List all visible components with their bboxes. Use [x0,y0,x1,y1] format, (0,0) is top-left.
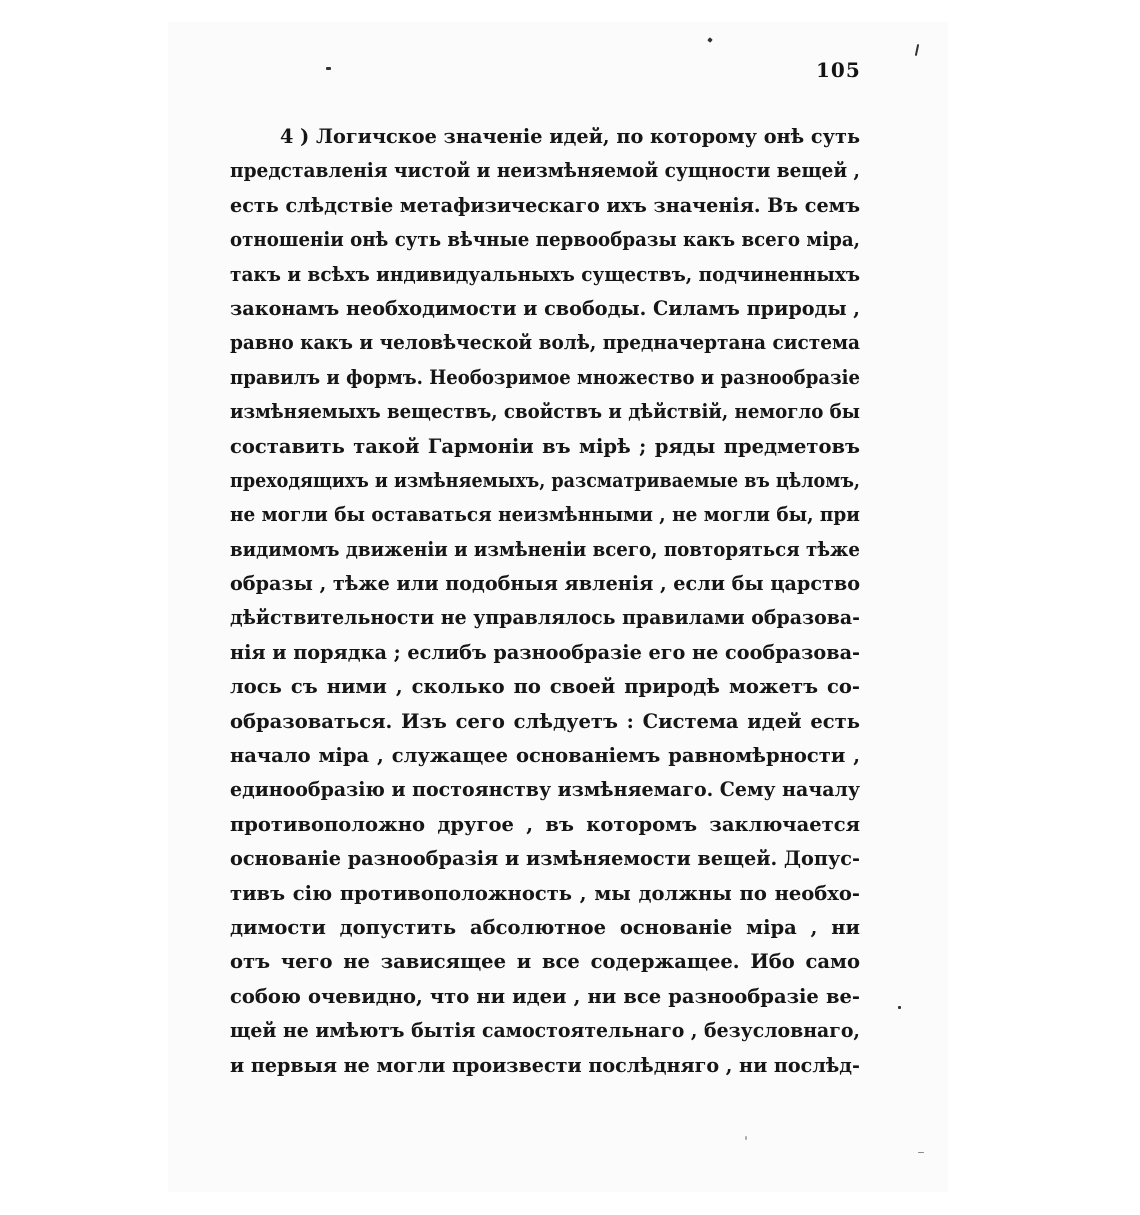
text-line: есть слѣдствіе метафизическаго ихъ значенія. Въ семъ [230,193,861,217]
ink-speck [898,1006,901,1009]
text-line: начало міра , служащее основаніемъ равномѣрности , [230,744,860,768]
text-line: тивъ сію противоположность , мы должны по необхо- [230,881,860,905]
text-line: собою очевидно, что ни идеи , ни все разнообразіе ве- [230,984,860,1008]
text-line: и первыя не могли произвести послѣдняго , ни послѣд- [230,1053,860,1077]
text-line: преходящихъ и измѣняемыхъ, разсматриваемые въ цѣломъ, [230,468,860,492]
text-line: законамъ необходимости и свободы. Силамъ природы , [230,296,860,320]
text-line: димости допустить абсолютное основаніе міра , ни [230,915,860,939]
text-line: противоположно другое , въ которомъ заключается [230,812,860,836]
text-line: отъ чего не зависящее и все содержащее. Ибо само [230,950,860,974]
text-line: дѣйствительности не управлялось правилами образова- [230,606,861,630]
text-line: отношеніи онѣ суть вѣчные первообразы какъ всего міра, [230,228,860,252]
ink-speck [326,67,331,70]
text-line: такъ и всѣхъ индивидуальныхъ существъ, подчиненныхъ [230,262,861,286]
text-line: измѣняемыхъ веществъ, свойствъ и дѣйствій, немогло бы [230,400,861,424]
page-number: 105 [816,58,861,82]
ink-speck [745,1136,747,1140]
text-line: представленія чистой и неизмѣняемой сущности вещей , [230,159,860,183]
text-line: основаніе разнообразія и измѣняемости вещей. Допус- [230,847,861,871]
text-line: образоваться. Изъ сего слѣдуетъ : Система идей есть [230,709,860,733]
text-line: единообразію и постоянству измѣняемаго. Сему началу [230,778,861,802]
text-line: нія и порядка ; еслибъ разнообразіе его не сообразова- [230,640,861,664]
text-line: составить такой Гармоніи въ мірѣ ; ряды предметовъ [230,434,860,458]
text-line: равно какъ и человѣческой волѣ, предначертана система [230,331,861,355]
ink-speck [918,1152,924,1153]
text-line: видимомъ движеніи и измѣненіи всего, повторяться тѣже [230,537,861,561]
text-line: образы , тѣже или подобныя явленія , если бы царство [230,572,861,596]
text-line: правилъ и формъ. Необозримое множество и разнообразіе [230,365,860,389]
text-line: не могли бы оставаться неизмѣнными , не могли бы, при [230,503,860,527]
text-line: щей не имѣютъ бытія самостоятельнаго , безусловнаго, [230,1019,861,1043]
body-text [230,120,860,1083]
text-line: 4 ) Логичское значеніе идей, по которому онѣ суть [280,125,861,148]
text-line: лось съ ними , сколько по своей природѣ можетъ со- [230,675,860,699]
